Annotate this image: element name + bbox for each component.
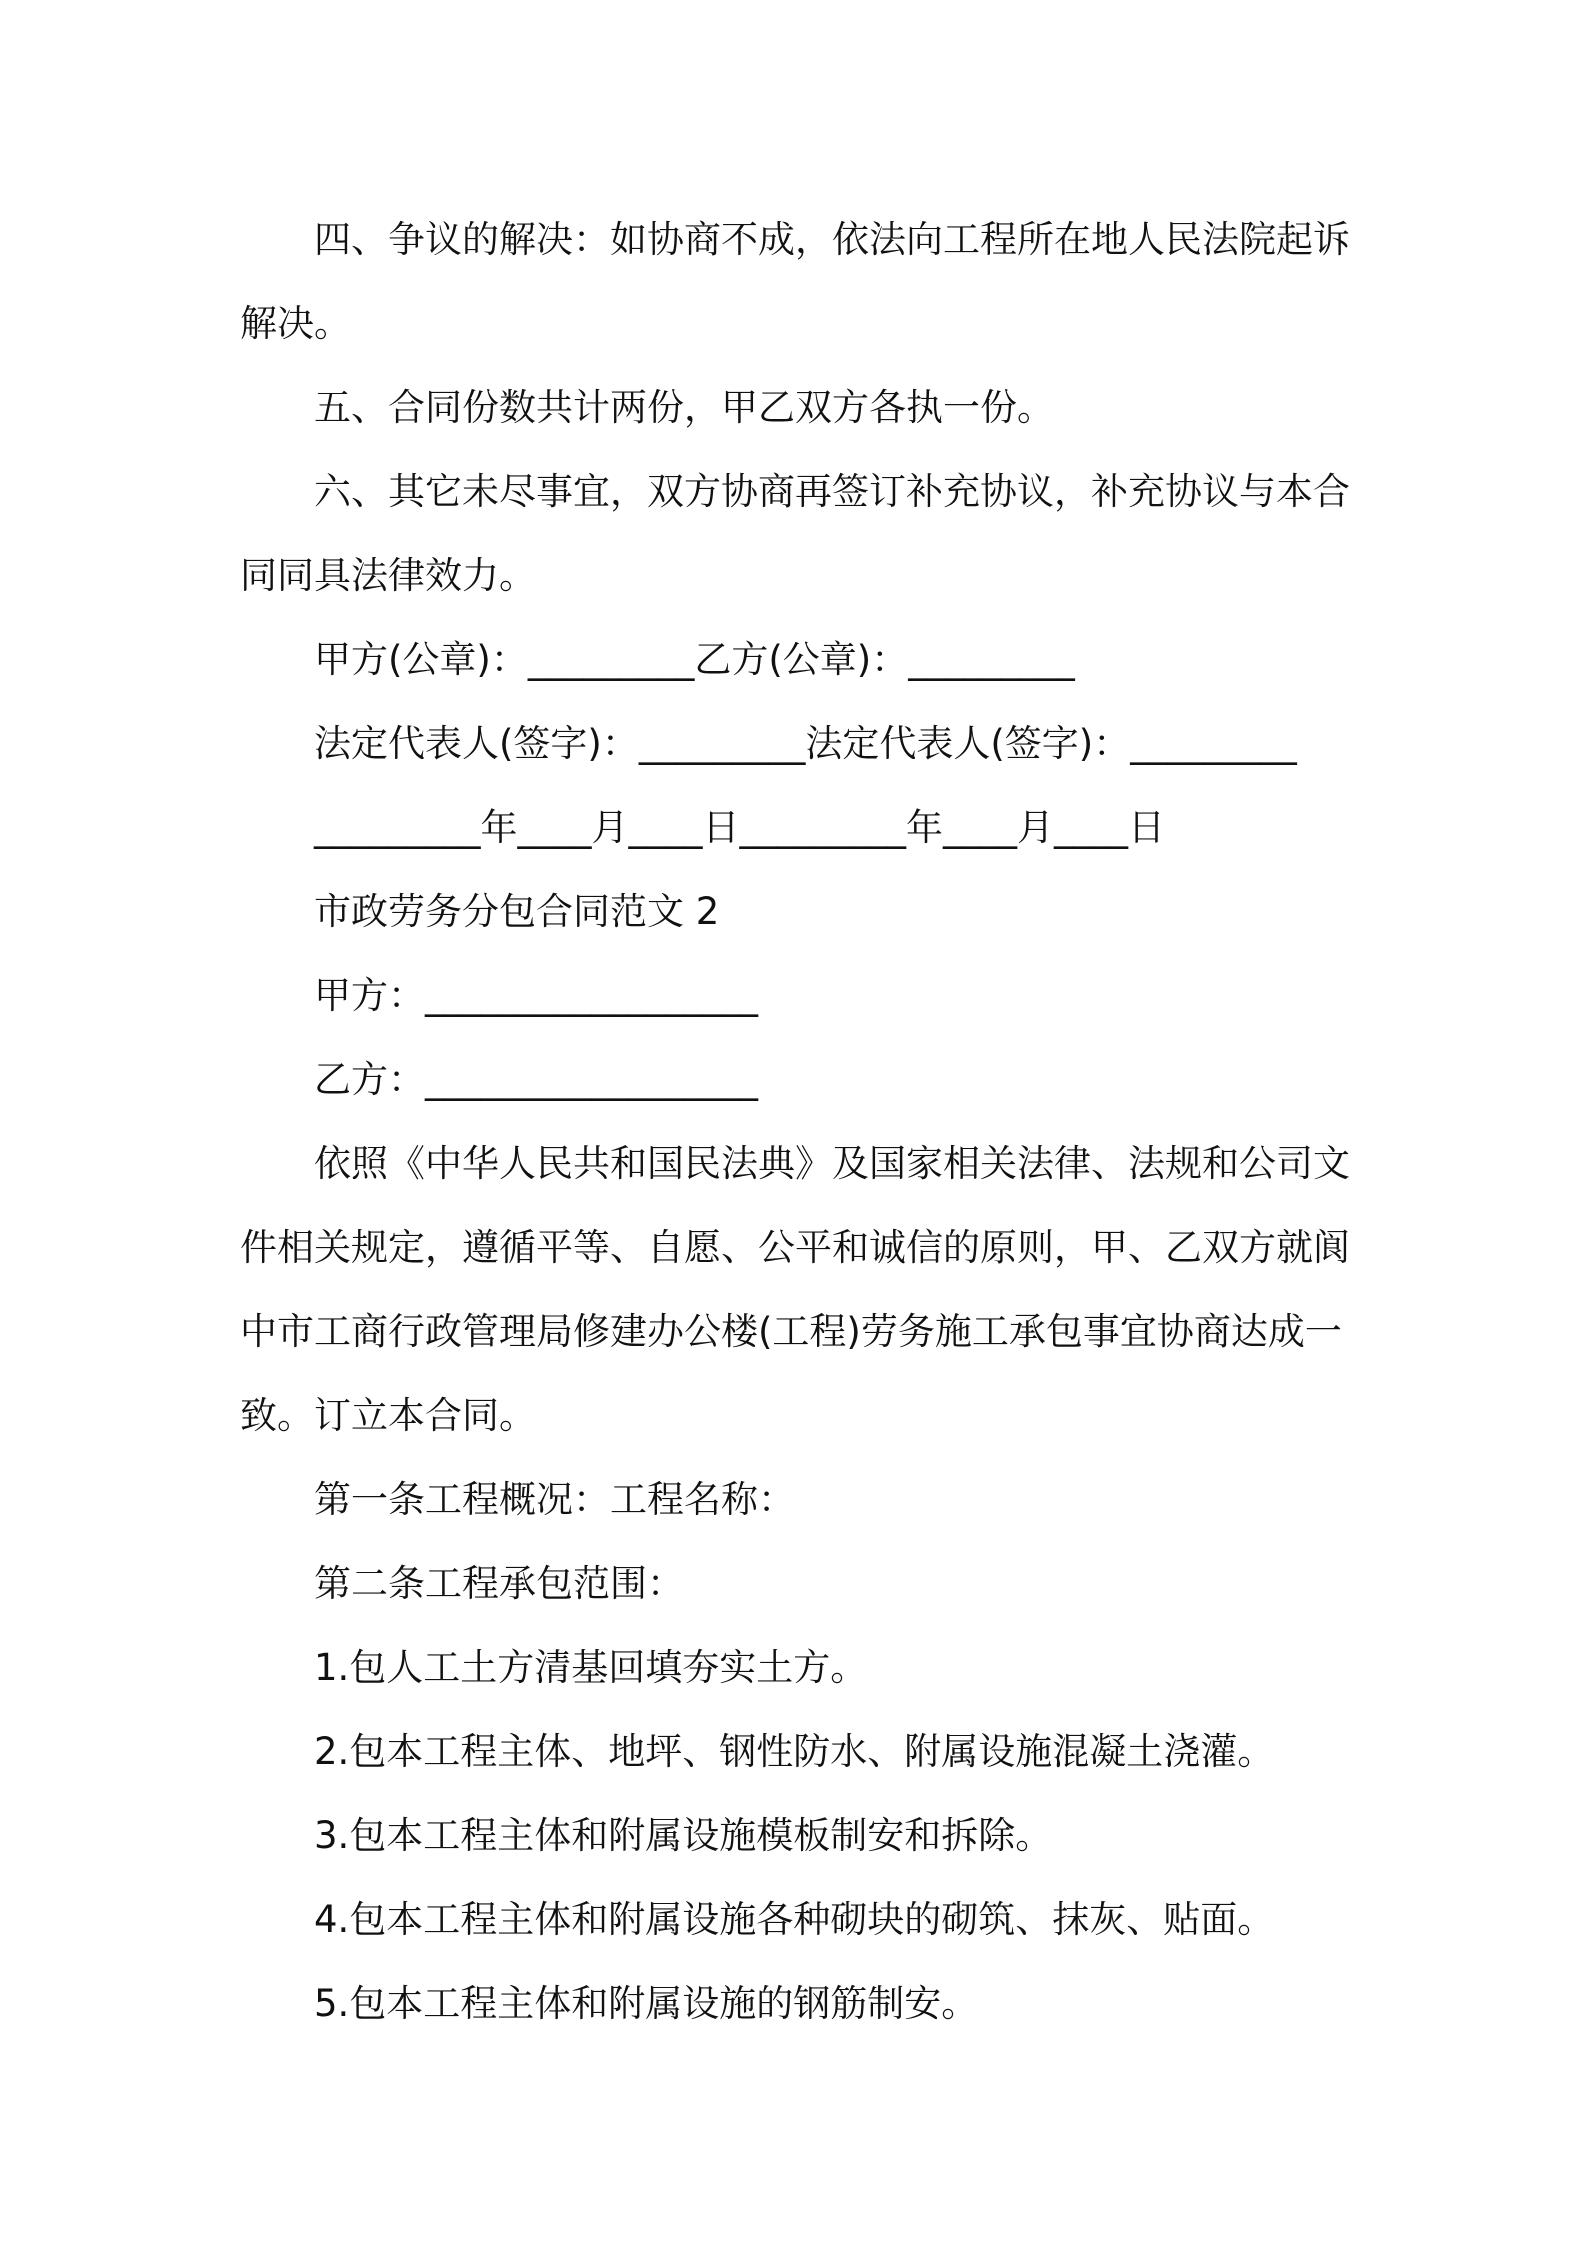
scope-item-2: 2.包本工程主体、地坪、钢性防水、附属设施混凝土浇灌。 [314,1730,1275,1773]
party-a-line: 甲方：__________________ [314,974,758,1017]
clause-dispute-resolution: 四、争议的解决：如协商不成，依法向工程所在地人民法院起诉解决。 [240,218,1350,345]
party-b-line: 乙方：__________________ [314,1058,758,1101]
article-1-heading: 第一条工程概况：工程名称： [314,1478,795,1521]
preamble-paragraph: 依照《中华人民共和国民法典》及国家相关法律、法规和公司文件相关规定，遵循平等、自愿、公平和诚信的原则，甲、乙双方就阆中市工商行政管理局修建办公楼(工程)劳务施工承包事宜协商达成一致。订立本合同。 [240,1142,1350,1437]
clause-other-matters: 六、其它未尽事宜，双方协商再签订补充协议，补充协议与本合同同具法律效力。 [240,470,1350,597]
scope-item-3: 3.包本工程主体和附属设施模板制安和拆除。 [314,1814,1053,1857]
clause-copies: 五、合同份数共计两份，甲乙双方各执一份。 [314,386,1054,429]
article-2-heading: 第二条工程承包范围： [314,1562,684,1605]
signature-date-line: _________年____月____日_________年____月____日 [314,806,1165,849]
scope-item-1: 1.包人工土方清基回填夯实土方。 [314,1646,868,1689]
signature-seal-line: 甲方(公章)：_________乙方(公章)：_________ [314,638,1075,681]
scope-item-5: 5.包本工程主体和附属设施的钢筋制安。 [314,1982,979,2025]
document-body [240,198,1352,2046]
scope-item-4: 4.包本工程主体和附属设施各种砌块的砌筑、抹灰、贴面。 [314,1898,1275,1941]
signature-representative-line: 法定代表人(签字)：_________法定代表人(签字)：_________ [314,722,1297,765]
section-title: 市政劳务分包合同范文 2 [314,890,720,933]
